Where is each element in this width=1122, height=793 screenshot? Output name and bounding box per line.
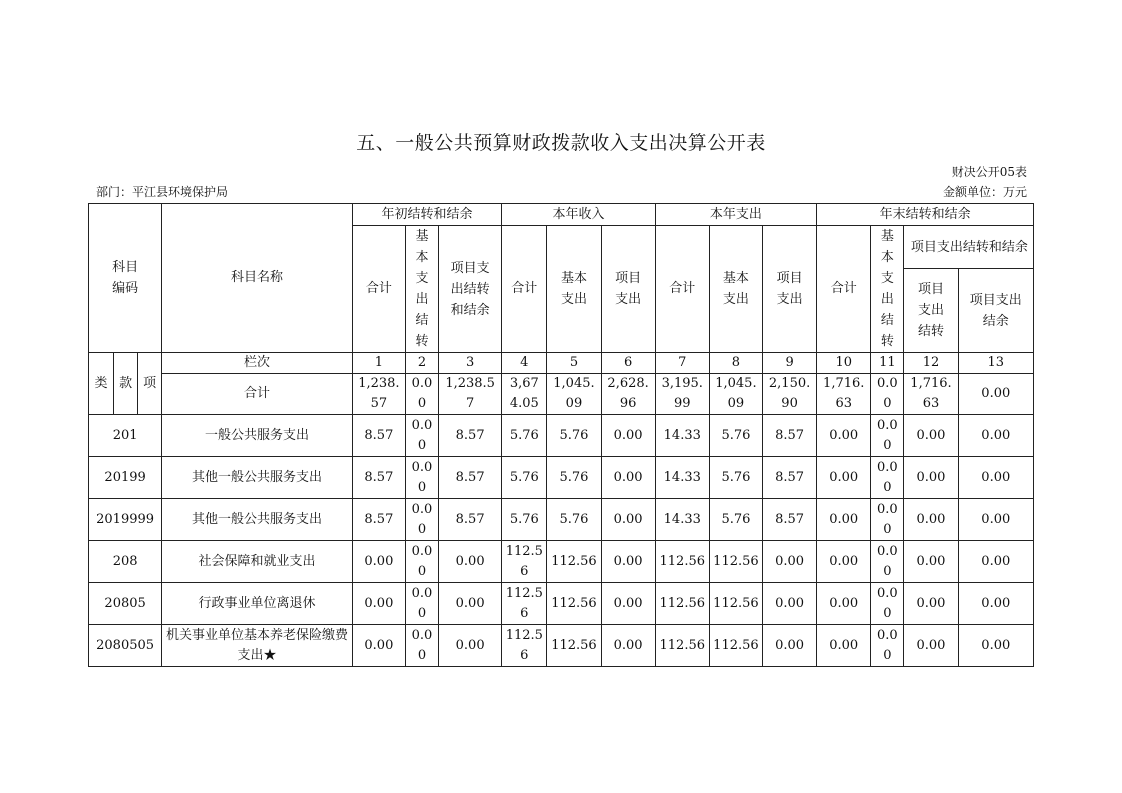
subject-code-cell: 201 [89,415,162,457]
subject-name-header: 科目名称 [162,204,353,353]
amount-cell: 5.76 [709,415,762,457]
end-basic-carry-header: 基本支出结转 [871,226,904,353]
begin-basic-carry-header: 基本支出结转 [405,226,438,353]
amount-cell: 5.76 [502,457,547,499]
amount-cell: 8.57 [763,499,817,541]
table-row [89,499,1034,541]
expense-total-header: 合计 [655,226,709,353]
subject-name-cell: 社会保障和就业支出 [162,541,353,583]
subject-name-cell: 其他一般公共服务支出 [162,499,353,541]
amount-cell: 0.00 [871,583,904,625]
total-cell: 1,045.09 [709,374,762,415]
col-number: 11 [871,353,904,374]
amount-cell: 0.00 [405,583,438,625]
total-cell: 2,150.90 [763,374,817,415]
col-number: 4 [502,353,547,374]
amount-cell: 112.56 [502,583,547,625]
amount-cell: 0.00 [601,583,655,625]
budget-table [88,203,1034,667]
amount-cell: 0.00 [352,583,405,625]
amount-cell: 0.00 [601,499,655,541]
table-row [89,541,1034,583]
group-end-header: 年末结转和结余 [817,204,1034,226]
amount-cell: 5.76 [502,499,547,541]
amount-cell: 0.00 [871,541,904,583]
subject-name-cell: 一般公共服务支出 [162,415,353,457]
total-cell: 3,195.99 [655,374,709,415]
end-project-balance-header: 项目支出结余 [958,269,1033,353]
amount-cell: 0.00 [601,541,655,583]
income-total-header: 合计 [502,226,547,353]
col-number: 1 [352,353,405,374]
group-income-header: 本年收入 [502,204,655,226]
amount-cell: 0.00 [763,541,817,583]
subject-code-cell: 20199 [89,457,162,499]
total-cell: 0.00 [871,374,904,415]
amount-cell: 0.00 [817,457,871,499]
total-cell: 1,716.63 [904,374,958,415]
amount-cell: 112.56 [547,583,601,625]
subject-code-cell: 208 [89,541,162,583]
total-cell: 1,238.57 [352,374,405,415]
table-row [89,583,1034,625]
amount-cell: 8.57 [352,499,405,541]
amount-cell: 0.00 [904,583,958,625]
begin-total-header: 合计 [352,226,405,353]
total-cell: 0.00 [958,374,1033,415]
col-number: 3 [439,353,502,374]
subject-code-cell: 2080505 [89,625,162,667]
amount-cell: 8.57 [763,415,817,457]
total-cell: 2,628.96 [601,374,655,415]
amount-cell: 0.00 [958,541,1033,583]
amount-cell: 0.00 [958,499,1033,541]
amount-cell: 0.00 [871,499,904,541]
col-number: 8 [709,353,762,374]
amount-cell: 112.56 [547,541,601,583]
amount-cell: 0.00 [763,625,817,667]
amount-cell: 0.00 [958,415,1033,457]
income-basic-header: 基本支出 [547,226,601,353]
amount-cell: 5.76 [547,457,601,499]
amount-cell: 0.00 [904,415,958,457]
begin-project-carry-header: 项目支出结转和结余 [439,226,502,353]
total-cell: 1,238.57 [439,374,502,415]
amount-cell: 0.00 [817,541,871,583]
amount-cell: 14.33 [655,457,709,499]
group-expense-header: 本年支出 [655,204,816,226]
table-row [89,625,1034,667]
expense-project-header: 项目支出 [763,226,817,353]
amount-cell: 0.00 [817,499,871,541]
amount-cell: 112.56 [655,625,709,667]
amount-cell: 0.00 [904,457,958,499]
amount-cell: 0.00 [439,625,502,667]
amount-cell: 0.00 [405,541,438,583]
amount-cell: 0.00 [352,625,405,667]
total-cell: 1,045.09 [547,374,601,415]
amount-cell: 5.76 [547,415,601,457]
col-number: 5 [547,353,601,374]
amount-cell: 0.00 [958,625,1033,667]
amount-cell: 0.00 [817,583,871,625]
amount-cell: 112.56 [655,541,709,583]
amount-cell: 112.56 [655,583,709,625]
total-cell: 0.00 [405,374,438,415]
amount-cell: 0.00 [904,625,958,667]
amount-cell: 112.56 [502,625,547,667]
amount-cell: 0.00 [405,625,438,667]
amount-cell: 0.00 [405,415,438,457]
subject-code-cell: 20805 [89,583,162,625]
end-total-header: 合计 [817,226,871,353]
amount-cell: 14.33 [655,499,709,541]
total-cell: 1,716.63 [817,374,871,415]
amount-cell: 5.76 [709,499,762,541]
amount-cell: 0.00 [958,457,1033,499]
amount-cell: 0.00 [871,625,904,667]
col-number: 7 [655,353,709,374]
amount-cell: 8.57 [439,415,502,457]
amount-cell: 0.00 [405,499,438,541]
amount-cell: 0.00 [817,415,871,457]
amount-cell: 8.57 [352,457,405,499]
amount-cell: 8.57 [439,499,502,541]
amount-cell: 0.00 [904,541,958,583]
subject-name-cell: 行政事业单位离退休 [162,583,353,625]
amount-cell: 0.00 [439,541,502,583]
amount-cell: 0.00 [958,583,1033,625]
total-row-label: 合计 [162,374,353,415]
amount-cell: 5.76 [709,457,762,499]
amount-cell: 112.56 [547,625,601,667]
col-number: 2 [405,353,438,374]
end-project-carry-header: 项目支出结转 [904,269,958,353]
page-title: 五、一般公共预算财政拨款收入支出决算公开表 [356,132,766,154]
col-number: 10 [817,353,871,374]
col-number: 9 [763,353,817,374]
amount-cell: 0.00 [405,457,438,499]
table-row [89,457,1034,499]
amount-cell: 0.00 [817,625,871,667]
amount-cell: 112.56 [709,625,762,667]
amount-cell: 0.00 [601,415,655,457]
amount-cell: 112.56 [709,583,762,625]
amount-cell: 0.00 [601,625,655,667]
form-number: 财决公开05表 [951,165,1027,179]
kuan-header: 款 [114,353,138,415]
amount-cell: 0.00 [352,541,405,583]
subject-code-header: 科目编码 [89,204,162,353]
group-begin-header: 年初结转和结余 [352,204,501,226]
column-index-label: 栏次 [162,353,353,374]
col-number: 12 [904,353,958,374]
amount-cell: 0.00 [439,583,502,625]
amount-cell: 0.00 [871,415,904,457]
subject-name-cell: 其他一般公共服务支出 [162,457,353,499]
amount-cell: 112.56 [502,541,547,583]
lei-header: 类 [89,353,114,415]
amount-cell: 0.00 [763,583,817,625]
total-row [89,374,1034,415]
amount-cell: 5.76 [502,415,547,457]
amount-cell: 5.76 [547,499,601,541]
table-row [89,415,1034,457]
income-project-header: 项目支出 [601,226,655,353]
amount-cell: 0.00 [871,457,904,499]
amount-cell: 0.00 [601,457,655,499]
amount-unit-label: 金额单位：万元 [942,185,1027,199]
col-number: 6 [601,353,655,374]
col-number: 13 [958,353,1033,374]
amount-cell: 0.00 [904,499,958,541]
subject-name-cell: 机关事业单位基本养老保险缴费支出★ [162,625,353,667]
amount-cell: 8.57 [439,457,502,499]
amount-cell: 8.57 [763,457,817,499]
amount-cell: 8.57 [352,415,405,457]
amount-cell: 112.56 [709,541,762,583]
total-cell: 3,674.05 [502,374,547,415]
end-project-carry-balance-header: 项目支出结转和结余 [904,226,1034,269]
expense-basic-header: 基本支出 [709,226,762,353]
amount-cell: 14.33 [655,415,709,457]
department-label: 部门：平江县环境保护局 [96,185,229,199]
xiang-header: 项 [138,353,162,415]
subject-code-cell: 2019999 [89,499,162,541]
